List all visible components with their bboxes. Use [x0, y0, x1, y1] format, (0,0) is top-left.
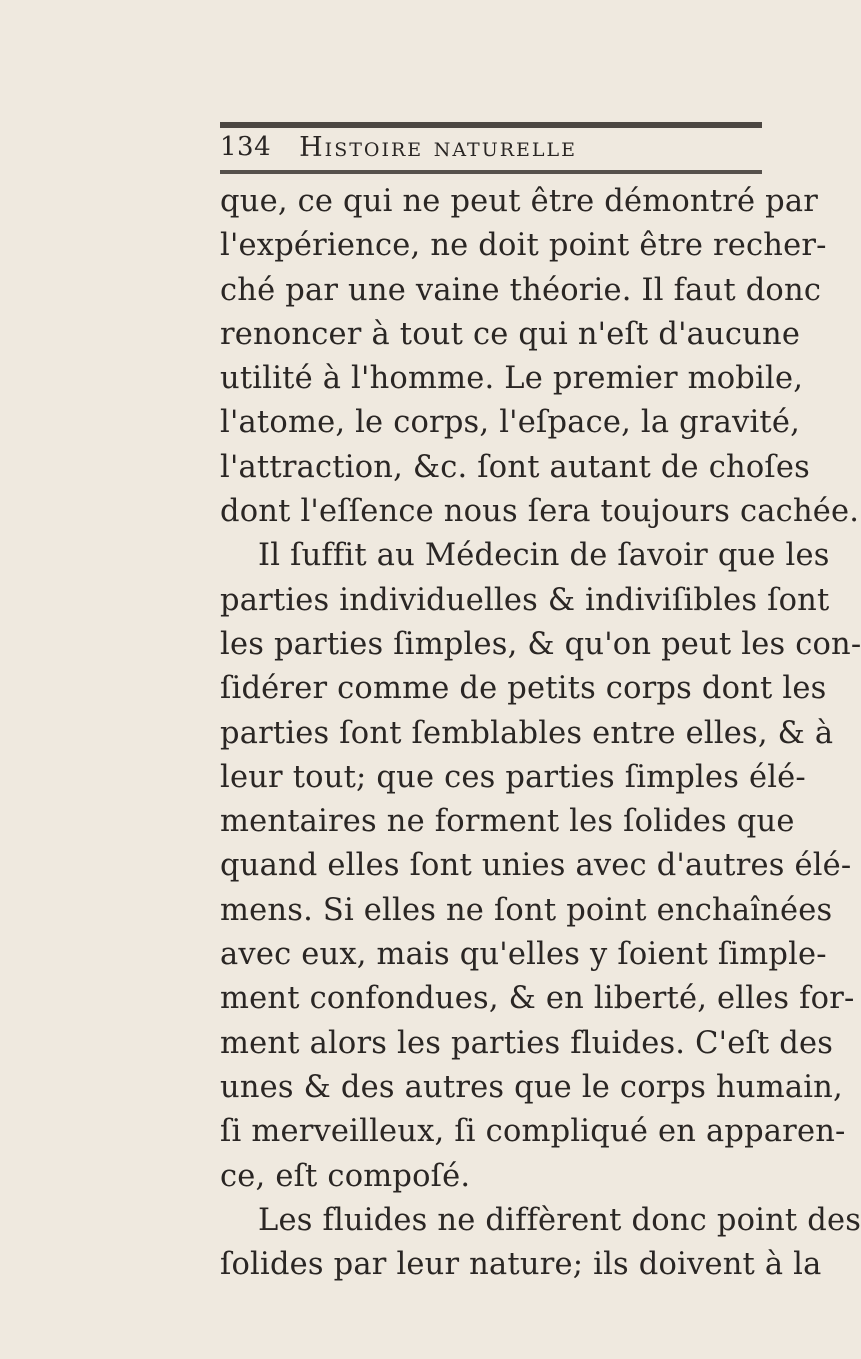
- text-line: leur tout; que ces parties ſimples élé-: [220, 759, 806, 795]
- text-line: ment alors les parties fluides. C'eſt des: [220, 1025, 834, 1061]
- text-line: l'atome, le corps, l'eſpace, la gravité,: [220, 405, 801, 441]
- page-number: 134: [220, 132, 272, 162]
- text-line: parties ſont ſemblables entre elles, & à: [220, 715, 834, 751]
- text-line: les parties ſimples, & qu'on peut les con-: [220, 626, 861, 662]
- text-line: mentaires ne forment les ſolides que: [220, 804, 795, 840]
- paragraph-start-line: Il ſuffit au Médecin de ſavoir que les: [258, 538, 830, 574]
- text-line: l'attraction, &c. ſont autant de choſes: [220, 449, 810, 485]
- running-title: Histoire naturelle: [299, 131, 577, 163]
- text-line: renoncer à tout ce qui n'eſt d'aucune: [220, 316, 801, 352]
- page-header: [220, 127, 762, 167]
- text-line: ment confondues, & en liberté, elles for-: [220, 981, 855, 1017]
- text-line: ce, eſt compoſé.: [220, 1158, 471, 1194]
- text-line: ſolides par leur nature; ils doivent à la: [220, 1247, 822, 1283]
- text-line: mens. Si elles ne ſont point enchaînées: [220, 892, 833, 928]
- header-rule-bottom: [220, 170, 762, 174]
- text-line: ſi merveilleux, ſi compliqué en apparen-: [220, 1114, 846, 1150]
- text-line: quand elles ſont unies avec d'autres élé-: [220, 848, 852, 884]
- text-line: utilité à l'homme. Le premier mobile,: [220, 361, 804, 397]
- text-line: parties individuelles & indiviſibles ſont: [220, 582, 830, 618]
- paragraph-start-line: Les fluides ne diffèrent donc point des: [258, 1202, 861, 1238]
- text-line: l'expérience, ne doit point être recher-: [220, 228, 827, 264]
- text-line: avec eux, mais qu'elles y ſoient ſimple-: [220, 937, 827, 973]
- text-line: unes & des autres que le corps humain,: [220, 1069, 843, 1105]
- text-line: que, ce qui ne peut être démontré par: [220, 184, 819, 219]
- text-line: ſidérer comme de petits corps dont les: [220, 671, 827, 707]
- text-line: ché par une vaine théorie. Il faut donc: [220, 272, 822, 308]
- body-text: [220, 180, 861, 1287]
- text-line: dont l'eſſence nous ſera toujours cachée.: [220, 494, 860, 530]
